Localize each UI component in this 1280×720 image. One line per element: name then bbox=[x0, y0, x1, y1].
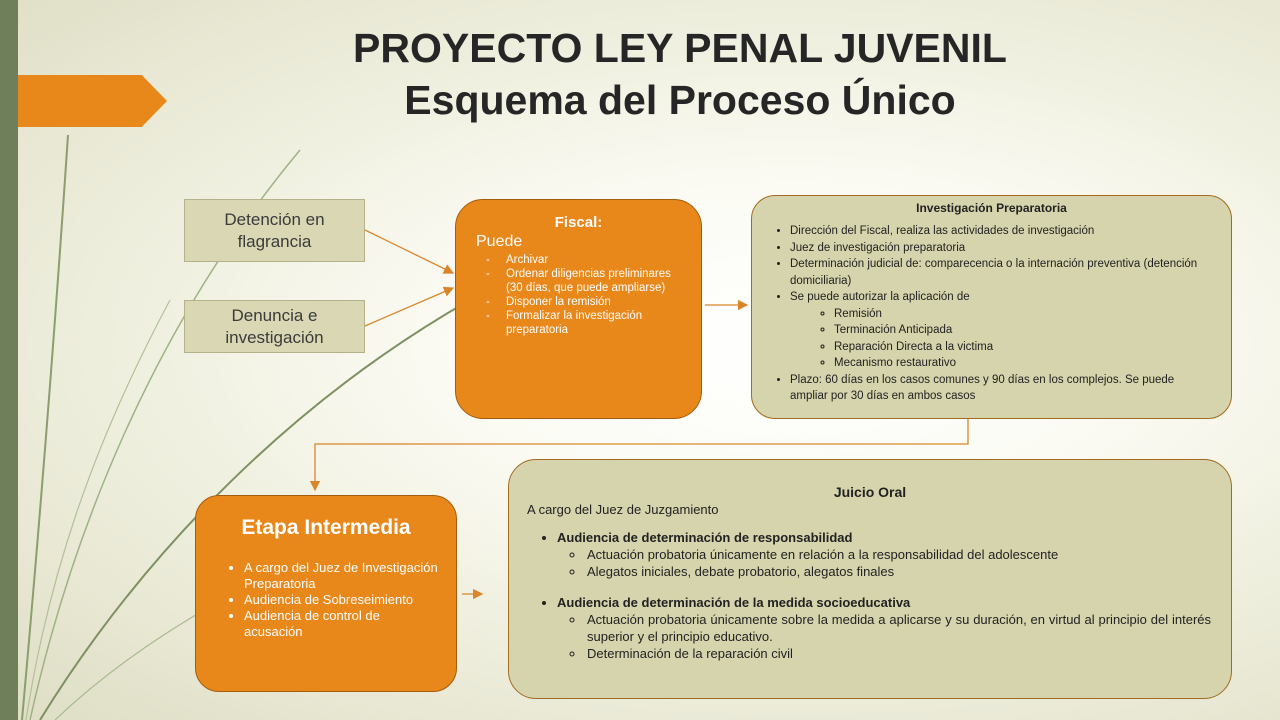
intermedia-item: • Audiencia de control de acusación bbox=[244, 608, 440, 640]
intermedia-box bbox=[195, 495, 457, 692]
intermedia-item: • A cargo del Juez de Investigación Preparatoria bbox=[244, 560, 440, 592]
denuncia-box bbox=[184, 300, 365, 353]
accent-arrow-tab bbox=[18, 75, 167, 127]
investigacion-title: Investigación Preparatoria bbox=[916, 201, 1067, 215]
fiscal-item: - Archivar bbox=[486, 253, 687, 267]
investigacion-sublist bbox=[790, 306, 1209, 372]
fiscal-item: - Ordenar diligencias preliminares (30 días, que puede ampliarse) bbox=[486, 267, 687, 295]
investigacion-item: • Determinación judicial de: comparecencia o la internación preventiva (detención domiciliaria) bbox=[790, 256, 1209, 289]
investigacion-item: • Dirección del Fiscal, realiza las actividades de investigación bbox=[790, 223, 1209, 240]
juicio-section-heading: Audiencia de determinación de responsabilidad bbox=[557, 530, 853, 545]
investigacion-subitem: ◦ Mecanismo restaurativo bbox=[834, 355, 1209, 372]
investigacion-item: • Juez de investigación preparatoria bbox=[790, 240, 1209, 257]
juicio-box bbox=[508, 459, 1232, 699]
juicio-list bbox=[509, 529, 1231, 662]
intermedia-title: Etapa Intermedia bbox=[241, 516, 411, 539]
detencion-box bbox=[184, 199, 365, 262]
investigacion-list bbox=[752, 223, 1231, 405]
intermedia-list bbox=[196, 560, 456, 640]
title-line-2: Esquema del Proceso Único bbox=[404, 77, 956, 123]
investigacion-subitem: ◦ Remisión bbox=[834, 306, 1209, 323]
investigacion-item bbox=[790, 289, 1209, 372]
fiscal-item: - Formalizar la investigación preparatoria bbox=[486, 309, 687, 337]
intermedia-item: • Audiencia de Sobreseimiento bbox=[244, 592, 440, 608]
investigacion-item-text: Se puede autorizar la aplicación de bbox=[790, 291, 970, 303]
juicio-title: Juicio Oral bbox=[833, 484, 907, 500]
juicio-section-items bbox=[557, 611, 1211, 662]
juicio-item: ◦ Actuación probatoria únicamente sobre la medida a aplicarse y su duración, en virtud al principio del interés superior y el principio educativo. bbox=[585, 611, 1211, 645]
juicio-item: ◦ Alegatos iniciales, debate probatorio, alegatos finales bbox=[585, 563, 1211, 580]
fiscal-item: - Disponer la remisión bbox=[486, 295, 687, 309]
fiscal-list bbox=[456, 253, 701, 337]
denuncia-label: Denuncia e investigación bbox=[225, 305, 324, 347]
investigacion-box bbox=[751, 195, 1232, 419]
investigacion-item: • Plazo: 60 días en los casos comunes y 90 días en los complejos. Se puede ampliar por 30 días en ambos casos bbox=[790, 372, 1209, 405]
juicio-section bbox=[557, 594, 1211, 662]
connector-detencion-fiscal bbox=[365, 230, 453, 273]
fiscal-box bbox=[455, 199, 702, 419]
juicio-section-heading: Audiencia de determinación de la medida socioeducativa bbox=[557, 595, 911, 610]
detencion-label: Detención en flagrancia bbox=[224, 209, 325, 251]
investigacion-subitem: ◦ Reparación Directa a la victima bbox=[834, 339, 1209, 356]
investigacion-subitem: ◦ Terminación Anticipada bbox=[834, 322, 1209, 339]
fiscal-title: Fiscal: bbox=[554, 214, 603, 231]
fiscal-subtitle: Puede bbox=[476, 233, 523, 250]
connector-denuncia-fiscal bbox=[365, 288, 453, 326]
sidebar-bar bbox=[0, 0, 18, 720]
juicio-section bbox=[557, 529, 1211, 580]
juicio-item: ◦ Actuación probatoria únicamente en relación a la responsabilidad del adolescente bbox=[585, 546, 1211, 563]
page-title bbox=[300, 22, 1060, 126]
juicio-item: ◦ Determinación de la reparación civil bbox=[585, 645, 1211, 662]
juicio-section-items bbox=[557, 546, 1211, 580]
title-line-1: PROYECTO LEY PENAL JUVENIL bbox=[353, 25, 1007, 71]
juicio-subtitle: A cargo del Juez de Juzgamiento bbox=[527, 502, 719, 517]
